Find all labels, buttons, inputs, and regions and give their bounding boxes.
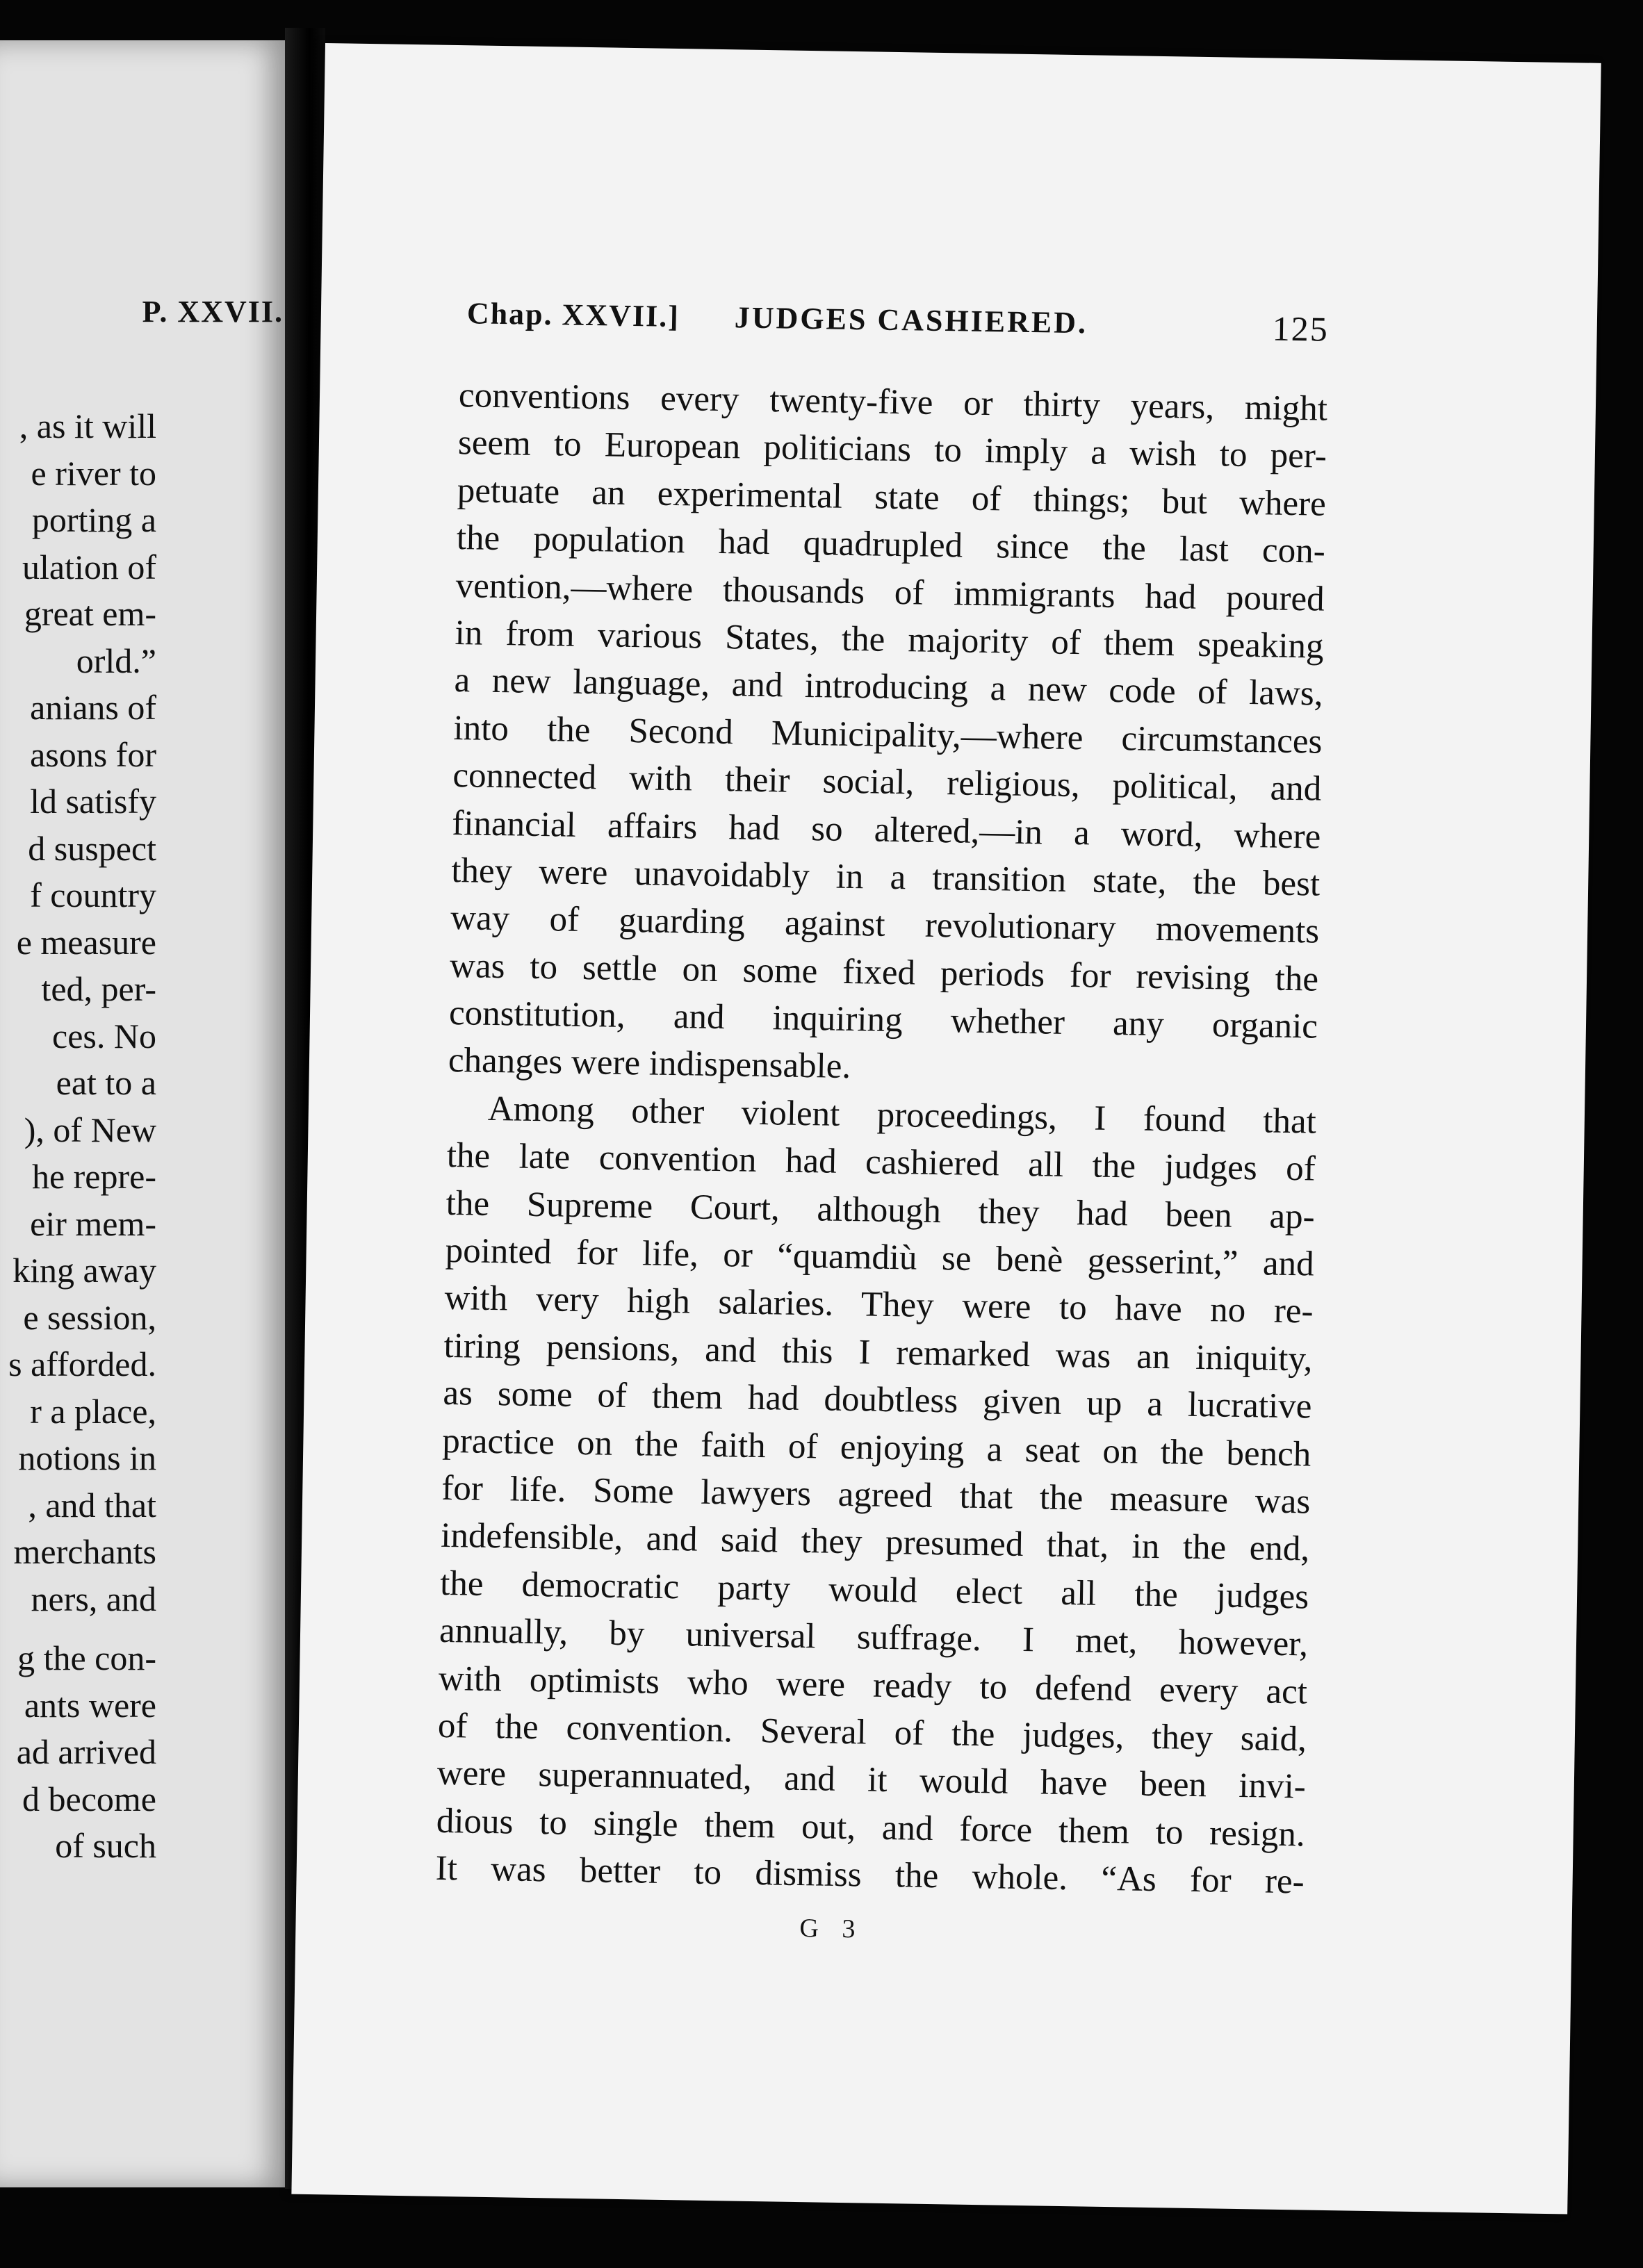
left-text-line: e session, xyxy=(23,1297,156,1337)
left-text-line: anians of xyxy=(30,688,156,727)
right-page xyxy=(291,43,1601,2214)
left-text-line: ulation of xyxy=(22,547,156,586)
left-text-line: s afforded. xyxy=(8,1345,156,1383)
text-line: seem to European politicians to imply a wish to per- xyxy=(457,423,1327,477)
text-line: tiring pensions, and this I remarked was an iniquity, xyxy=(443,1326,1313,1379)
left-text-line: r a place, xyxy=(30,1391,156,1431)
text-line: annually, by universal suffrage. I met, however, xyxy=(439,1611,1309,1664)
body-text xyxy=(435,372,1327,1906)
text-line: was to settle on some fixed periods for revising the xyxy=(449,946,1319,999)
left-text-line: d suspect xyxy=(28,828,156,868)
text-line: constitution, and inquiring whether any organic xyxy=(448,994,1318,1046)
left-text-line: ted, per- xyxy=(41,969,156,1008)
left-text-line: merchants xyxy=(13,1532,156,1571)
left-text-line: orld.” xyxy=(76,641,156,680)
text-line: It was better to dismiss the whole. “As for re- xyxy=(435,1848,1305,1902)
signature-mark: G 3 xyxy=(799,1914,864,1944)
text-line: pointed for life, or “quamdiù se benè gesserint,” and xyxy=(445,1231,1315,1284)
left-text-line: of such xyxy=(55,1826,156,1865)
left-text-line: ants were xyxy=(24,1685,156,1725)
left-text-line: d become xyxy=(22,1779,156,1818)
left-text-line: great em- xyxy=(24,594,156,633)
text-line: way of guarding against revolutionary movements xyxy=(450,898,1320,951)
left-text-line: eir mem- xyxy=(30,1203,156,1243)
text-line: the democratic party would elect all the judges xyxy=(439,1563,1309,1617)
chapter-running-head: Chap. XXVII.] xyxy=(466,296,680,334)
text-line: for life. Some lawyers agreed that the measure was xyxy=(441,1468,1311,1522)
left-text-line: , as it will xyxy=(19,406,156,445)
left-text-line: king away xyxy=(13,1251,156,1290)
text-line: practice on the faith of enjoying a seat on the bench xyxy=(441,1421,1311,1474)
text-line: with optimists who were ready to defend every act xyxy=(438,1659,1308,1712)
left-text-line: porting a xyxy=(31,500,156,539)
running-title: JUDGES CASHIERED. xyxy=(734,300,1088,340)
text-line: conventions every twenty-five or thirty years, might xyxy=(458,376,1328,429)
text-line: with very high salaries. They were to have no re- xyxy=(444,1279,1314,1331)
left-text-line: ad arrived xyxy=(16,1732,156,1771)
text-line: were superannuated, and it would have been invi- xyxy=(436,1754,1307,1807)
left-running-head: P. XXVII. xyxy=(142,295,284,329)
left-text-line: ), of New xyxy=(24,1110,156,1149)
page-number: 125 xyxy=(1272,309,1330,349)
left-text-line: e river to xyxy=(31,453,156,493)
left-text-line: e measure xyxy=(16,922,156,962)
text-line: in from various States, the majority of them speaking xyxy=(455,613,1324,666)
text-line: dious to single them out, and force them to resign. xyxy=(436,1801,1306,1855)
text-line: indefensible, and said they presumed that, in the end, xyxy=(440,1516,1310,1569)
left-text-line: asons for xyxy=(30,734,156,774)
text-line: as some of them had doubtless given up a lucrative xyxy=(443,1374,1312,1427)
text-line: connected with their social, religious, political, and xyxy=(452,756,1322,809)
text-line: they were unavoidably in a transition state, the best xyxy=(450,850,1321,904)
text-line: Among other violent proceedings, I found that xyxy=(487,1089,1317,1142)
left-text-line: eat to a xyxy=(56,1063,156,1102)
left-text-line: notions in xyxy=(18,1438,156,1477)
text-line: into the Second Municipality,—where circumstances xyxy=(453,708,1323,762)
left-text-line: ld satisfy xyxy=(30,782,156,821)
text-line: petuate an experimental state of things; but where xyxy=(457,470,1327,524)
text-line: the Supreme Court, although they had been ap- xyxy=(446,1183,1316,1237)
page-header xyxy=(466,295,1329,357)
text-line: a new language, and introducing a new code of laws, xyxy=(454,661,1323,714)
left-text-line: he repre- xyxy=(31,1157,156,1196)
text-line: the population had quadrupled since the last con- xyxy=(456,518,1326,571)
text-line: of the convention. Several of the judges, they said, xyxy=(437,1706,1307,1759)
text-line: financial affairs had so altered,—in a word, where xyxy=(451,803,1321,857)
text-line: vention,—where thousands of immigrants had poured xyxy=(455,566,1325,619)
left-text-block xyxy=(8,403,156,1870)
left-page xyxy=(0,40,292,2187)
left-text-line: ners, and xyxy=(31,1579,156,1618)
text-line: changes were indispensable. xyxy=(448,1041,851,1087)
text-line: the late convention had cashiered all the judges of xyxy=(446,1136,1316,1189)
left-text-line: ces. No xyxy=(52,1016,156,1055)
left-text-line: f country xyxy=(30,876,156,914)
left-text-line: g the con- xyxy=(17,1638,156,1677)
left-text-line: , and that xyxy=(28,1485,156,1525)
